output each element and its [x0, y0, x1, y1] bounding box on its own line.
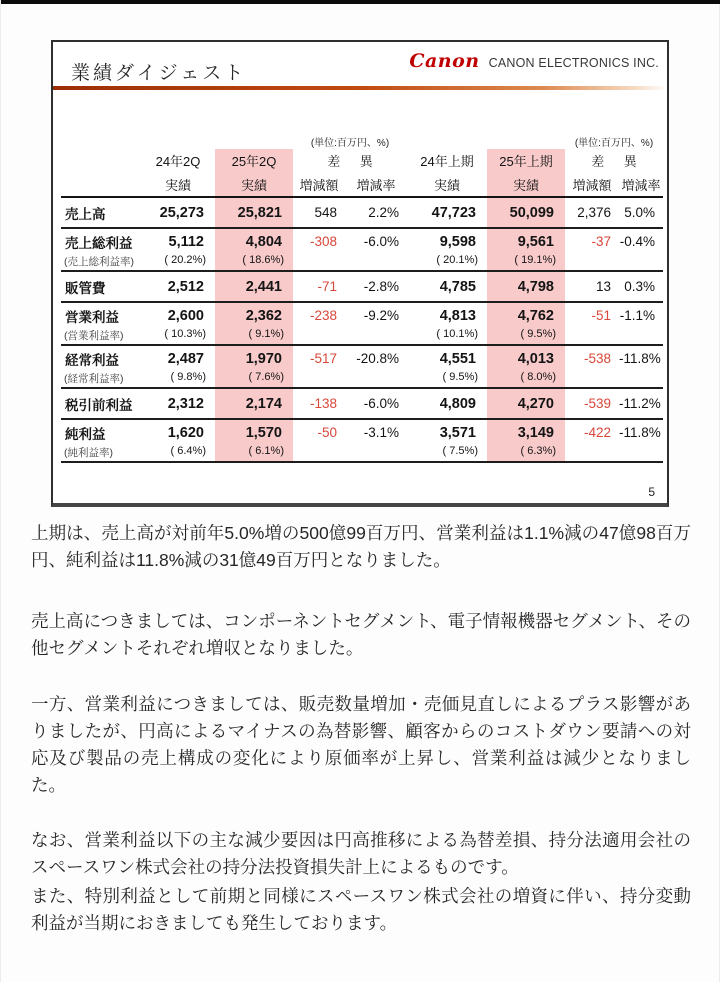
value-cell: 50,099 [487, 197, 565, 228]
diff-rate-cell: -11.2% [619, 388, 663, 419]
value-cell: 1,570 [215, 419, 293, 445]
rate-cell: ( 19.1%) [487, 254, 565, 271]
diff-amount-cell: -50 [317, 425, 337, 440]
value-cell: 9,598 [439, 233, 476, 250]
col-subheader-actual: 実績 [141, 172, 215, 197]
empty-cell [345, 371, 407, 388]
diff-amount-cell: -422 [583, 425, 611, 440]
col-subheader-actual: 実績 [487, 172, 565, 197]
row-label: 経常利益 [65, 352, 119, 368]
diff-rate-cell: -11.8% [619, 351, 661, 366]
logo-block [409, 50, 659, 72]
diff-amount-cell: -71 [293, 271, 345, 302]
results-table [61, 134, 663, 463]
company-name: CANON ELECTRONICS INC. [488, 56, 659, 70]
empty-cell [565, 445, 619, 462]
col-header-h1-curr: 25年上期 [487, 149, 565, 172]
value-cell: 4,809 [407, 388, 487, 419]
diff-amount-cell: -37 [591, 234, 611, 249]
value-cell: 2,312 [141, 388, 215, 419]
row-label: 販管費 [61, 271, 141, 302]
diff-amount-cell: -51 [591, 308, 611, 323]
summary-paragraph: 売上高につきましては、コンポーネントセグメント、電子情報機器セグメント、その他セグメントそれぞれ増収となりました。 [31, 611, 691, 659]
summary-paragraph: 上期は、売上高が対前年5.0%増の500億99百万円、営業利益は1.1%減の47億98百万円、純利益は11.8%減の31億49百万円となりました。 [31, 523, 691, 571]
diff-amount-cell: -138 [293, 388, 345, 419]
diff-amount-cell: 13 [565, 271, 619, 302]
rate-cell: ( 9.5%) [487, 328, 565, 345]
diff-rate-cell: 0.3% [619, 271, 663, 302]
empty-cell [345, 328, 407, 345]
value-cell: 4,013 [487, 345, 565, 371]
slide-box [51, 40, 669, 507]
empty-cell [565, 254, 619, 271]
rate-cell: ( 9.8%) [141, 371, 215, 388]
value-cell: 4,798 [487, 271, 565, 302]
page-title: 業績ダイジェスト [71, 63, 247, 84]
value-cell: 4,804 [215, 228, 293, 254]
top-edge-bar [1, 0, 720, 4]
diff-rate-cell: 2.2% [345, 197, 407, 228]
row-label: 売上総利益 [65, 235, 133, 251]
diff-rate-cell: -20.8% [356, 351, 399, 366]
col-subheader-diff-rate: 増減率 [345, 172, 407, 197]
table-header [61, 134, 663, 197]
value-cell: 4,270 [487, 388, 565, 419]
accent-divider [53, 86, 667, 90]
row-label: 売上高 [61, 197, 141, 228]
value-cell: 2,600 [167, 307, 204, 324]
diff-rate-cell: -3.1% [363, 425, 399, 440]
row-sublabel: (売上総利益率) [61, 254, 141, 271]
empty-cell [215, 134, 293, 149]
row-label: 純利益 [65, 426, 106, 442]
empty-cell [565, 328, 619, 345]
value-cell: 9,561 [487, 228, 565, 254]
value-cell: 47,723 [407, 197, 487, 228]
rate-cell: ( 6.1%) [215, 445, 293, 462]
empty-cell [345, 254, 407, 271]
value-cell: 4,813 [439, 307, 476, 324]
col-header-h1-prev: 24年上期 [420, 154, 474, 169]
table-row [61, 302, 663, 345]
table-row [61, 388, 663, 419]
table-row [61, 345, 663, 388]
empty-cell [61, 134, 141, 149]
diff-rate-cell: -6.0% [345, 388, 407, 419]
empty-cell [487, 134, 565, 149]
value-cell: 2,512 [141, 271, 215, 302]
col-subheader-diff-rate: 増減率 [619, 172, 663, 197]
diff-rate-cell: 5.0% [619, 197, 663, 228]
col-header-diff: 差 異 [591, 154, 645, 169]
rate-cell: ( 9.5%) [407, 371, 487, 388]
row-label: 営業利益 [65, 309, 119, 325]
empty-cell [61, 149, 141, 172]
rate-cell: ( 6.4%) [141, 445, 215, 462]
row-sublabel: (純利益率) [61, 445, 141, 462]
empty-cell [293, 254, 345, 271]
empty-cell [619, 254, 663, 271]
empty-cell [293, 328, 345, 345]
value-cell: 4,785 [407, 271, 487, 302]
table-row [61, 228, 663, 271]
canon-logo: Canon [409, 50, 480, 72]
empty-cell [141, 134, 215, 149]
value-cell: 25,273 [141, 197, 215, 228]
empty-cell [619, 371, 663, 388]
empty-cell [293, 371, 345, 388]
diff-amount-cell: 2,376 [565, 197, 619, 228]
diff-amount-cell: -539 [565, 388, 619, 419]
col-subheader-actual: 実績 [215, 172, 293, 197]
value-cell: 2,362 [215, 302, 293, 328]
value-cell: 25,821 [215, 197, 293, 228]
col-header-q2-prev: 24年2Q [155, 154, 201, 169]
table-row [61, 419, 663, 462]
empty-cell [619, 445, 663, 462]
col-subheader-diff-amount: 増減額 [293, 172, 345, 197]
slide-header [53, 42, 667, 86]
diff-rate-cell: -0.4% [619, 234, 655, 249]
value-cell: 5,112 [168, 233, 204, 250]
col-subheader-actual: 実績 [407, 172, 487, 197]
value-cell: 2,487 [167, 350, 204, 367]
row-sublabel: (経常利益率) [61, 371, 141, 388]
value-cell: 2,174 [215, 388, 293, 419]
rate-cell: ( 18.6%) [215, 254, 293, 271]
rate-cell: ( 7.6%) [215, 371, 293, 388]
summary-paragraph: 一方、営業利益につきましては、販売数量増加・売価見直しによるプラス影響がありましたが、円高によるマイナスの為替影響、顧客からのコストダウン要請への対応及び製品の売上構成の変化により原価率が上昇し、営業利益は減少となりました。 [31, 693, 691, 795]
row-label: 税引前利益 [61, 388, 141, 419]
empty-cell [61, 172, 141, 197]
value-cell: 3,571 [439, 424, 476, 441]
row-sublabel: (営業利益率) [61, 328, 141, 345]
summary-paragraph: なお、営業利益以下の主な減少要因は円高推移による為替差損、持分法適用会社のスペースワン株式会社の持分法投資損失計上によるものです。 [31, 830, 691, 878]
diff-amount-cell: -308 [309, 234, 337, 249]
value-cell: 4,551 [439, 350, 476, 367]
unit-note: (単位:百万円、%) [574, 138, 654, 149]
empty-cell [345, 445, 407, 462]
empty-cell [619, 328, 663, 345]
page-number: 5 [648, 485, 655, 499]
diff-rate-cell: -11.8% [619, 425, 661, 440]
diff-rate-cell: -2.8% [345, 271, 407, 302]
rate-cell: ( 9.1%) [215, 328, 293, 345]
diff-amount-cell: -517 [309, 351, 337, 366]
rate-cell: ( 7.5%) [407, 445, 487, 462]
empty-cell [407, 134, 487, 149]
rate-cell: ( 8.0%) [487, 371, 565, 388]
rate-cell: ( 20.2%) [141, 254, 215, 271]
value-cell: 1,970 [215, 345, 293, 371]
table-row [61, 271, 663, 302]
empty-cell [293, 445, 345, 462]
value-cell: 2,441 [215, 271, 293, 302]
diff-amount-cell: -238 [309, 308, 337, 323]
table-row [61, 197, 663, 228]
rate-cell: ( 6.3%) [487, 445, 565, 462]
summary-paragraph: また、特別利益として前期と同様にスペースワン株式会社の増資に伴い、持分変動利益が当期におきましても発生しております。 [31, 886, 691, 934]
empty-cell [565, 371, 619, 388]
col-subheader-diff-amount: 増減額 [565, 172, 619, 197]
rate-cell: ( 10.3%) [141, 328, 215, 345]
value-cell: 1,620 [167, 424, 204, 441]
diff-amount-cell: -538 [583, 351, 611, 366]
diff-amount-cell: 548 [293, 197, 345, 228]
unit-note: (単位:百万円、%) [310, 138, 390, 149]
summary-text-block [31, 520, 691, 938]
value-cell: 4,762 [487, 302, 565, 328]
col-header-q2-curr: 25年2Q [215, 149, 293, 172]
value-cell: 3,149 [487, 419, 565, 445]
col-header-diff: 差 異 [327, 154, 381, 169]
rate-cell: ( 10.1%) [407, 328, 487, 345]
diff-rate-cell: -9.2% [363, 308, 399, 323]
diff-rate-cell: -6.0% [363, 234, 399, 249]
diff-rate-cell: -1.1% [619, 308, 655, 323]
rate-cell: ( 20.1%) [407, 254, 487, 271]
